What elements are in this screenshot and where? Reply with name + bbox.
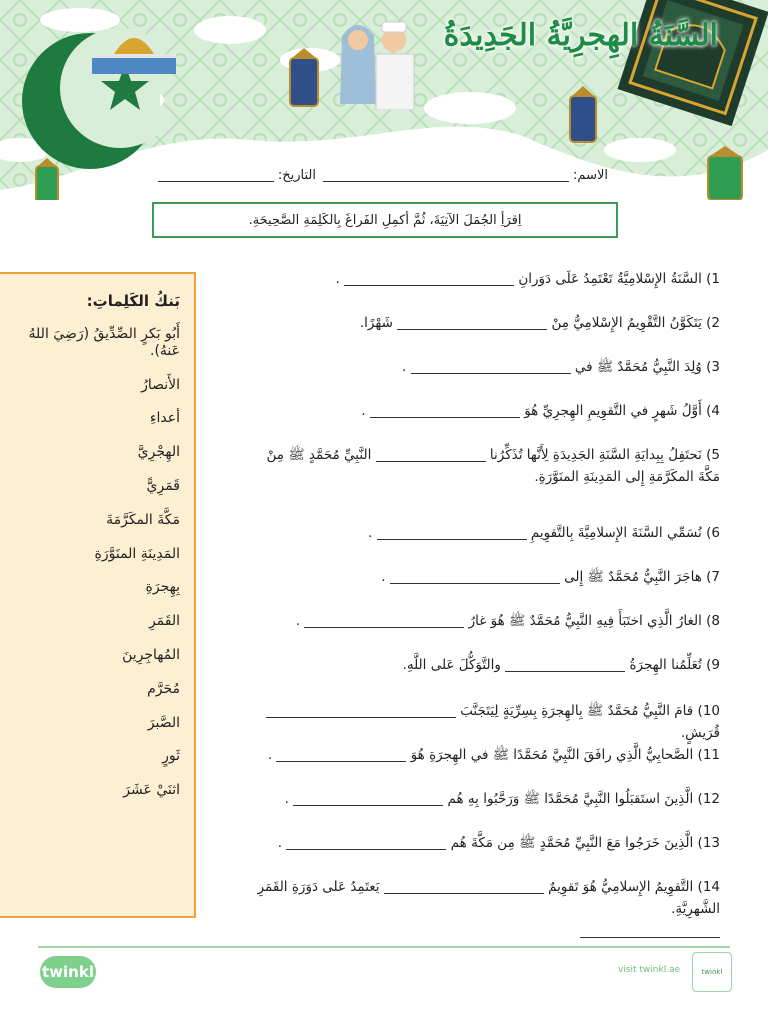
question-item (230, 832, 720, 854)
answer-blank[interactable] (304, 615, 464, 628)
word-bank-item: المُهاجِرِينَ (122, 646, 180, 663)
question-text: تُعَلِّمُنا الهِجرَةُ (629, 657, 702, 673)
question-text: . (335, 271, 340, 287)
word-bank-item: الأَنصارُ (141, 376, 180, 393)
question-text: . (277, 835, 283, 851)
question-text: قُرَيشٍ. (680, 725, 720, 741)
word-bank-item: مُحَرَّم (147, 680, 180, 697)
lantern-icon (32, 158, 62, 200)
question-text: قامَ النَّبِيُّ مُحَمَّدٌ ﷺ بِالهِجرَةِ بِسِرِّيَةٍ لِيَتَجَنَّبَ (460, 703, 694, 719)
question-item (230, 522, 720, 544)
name-blank[interactable] (323, 169, 569, 182)
word-bank-item: مَكَّةَ المكَرَّمَةَ (106, 511, 180, 528)
question-item (230, 700, 720, 744)
question-text: الَّذِينَ استَقبَلُوا النَّبِيَّ مُحَمَّدًا ﷺ وَرَحَّبُوا بِهِ هُم (447, 791, 694, 807)
question-item (230, 356, 720, 378)
question-item (230, 312, 720, 334)
question-text: يَعتَمِدُ عَلى دَوَرَةِ القَمَرِ الشَّهرِيَّةِ. (257, 879, 720, 917)
question-number: 2) (706, 315, 720, 331)
question-text: . (368, 525, 373, 541)
children-illustration (332, 14, 424, 110)
date-blank[interactable] (158, 169, 274, 182)
word-bank-item: أعداءِ (149, 410, 180, 427)
question-item (230, 400, 720, 422)
question-text: نَحتَفِلُ بِبِدايَةِ السَّنَةِ الجَدِيدَةِ لِأَنَّها تُذَكِّرُنا (489, 447, 702, 463)
question-item (230, 920, 720, 942)
answer-blank[interactable] (397, 317, 547, 330)
question-text: . (401, 359, 407, 375)
answer-blank[interactable] (390, 571, 560, 584)
answer-blank[interactable] (286, 837, 446, 850)
word-bank-item: ثَورٍ (162, 748, 180, 765)
question-number: 4) (706, 403, 720, 419)
answer-blank[interactable] (411, 361, 571, 374)
question-item (230, 876, 720, 920)
question-number: 12) (697, 791, 720, 807)
question-text: النَّبِيِّ مُحَمَّدٍ ﷺ مِنْ (266, 447, 372, 463)
instruction-text: اِقرَأِ الجُمَلَ الآتِيَةَ، ثُمَّ أكمِلِ الفَراغَ بِالكَلِمَةِ الصَّحِيحَةِ. (248, 212, 522, 228)
twinkl-logo[interactable]: twinkl (40, 956, 96, 988)
word-bank-title: بَنكُ الكَلِماتِ: (86, 292, 180, 310)
question-text: وُلِدَ النَّبِيُّ مُحَمَّدٌ ﷺ في (574, 359, 702, 375)
answer-blank[interactable] (370, 405, 520, 418)
question-text: السَّنَةُ الإِسْلامِيَّةُ تَعْتَمِدُ عَلَى دَوَرانِ (518, 271, 702, 287)
question-text: هاجَرَ النَّبِيُّ مُحَمَّدٌ ﷺ إِلى (564, 569, 702, 585)
word-bank (0, 272, 196, 918)
question-number: 9) (706, 657, 720, 673)
date-field (158, 168, 316, 183)
question-text: . (295, 613, 301, 629)
question-text: . (267, 747, 273, 763)
mosque-dome-icon (88, 26, 180, 76)
word-bank-item: القَمَرِ (148, 613, 180, 630)
answer-blank[interactable] (276, 749, 406, 762)
twinkl-badge: twinkl (692, 952, 732, 992)
question-text: . (361, 403, 366, 419)
question-number: 7) (706, 569, 720, 585)
answer-blank[interactable] (580, 925, 720, 938)
footer-divider (38, 946, 730, 948)
question-number: 14) (697, 879, 720, 895)
question-item (230, 566, 720, 588)
answer-blank[interactable] (376, 449, 486, 462)
question-text: التَّقوِيمُ الإِسلامِيُّ هُوَ تَقوِيمٌ (548, 879, 694, 895)
question-text: نُسَمِّي السَّنَةَ الإِسلامِيَّةَ بِالتَّقوِيمِ (530, 525, 702, 541)
question-number: 5) (706, 447, 720, 463)
word-bank-item: الصَّبرَ (147, 714, 180, 731)
question-item (230, 744, 720, 766)
lantern-icon (286, 48, 322, 118)
question-number: 3) (706, 359, 720, 375)
date-label: التاريخ: (277, 168, 316, 183)
question-text: الغارُ الَّذِي اختَبَأَ فِيهِ النَّبِيُّ مُحَمَّدٌ ﷺ هُوَ غارُ (468, 613, 702, 629)
answer-blank[interactable] (266, 705, 456, 718)
word-bank-item: المَدِينَةِ المنَوَّرَةِ (94, 545, 180, 562)
question-number: 1) (706, 271, 720, 287)
page-title: السَّنَةُ الهِجرِيَّةُ الجَدِيدَةُ (443, 18, 718, 53)
question-number: 8) (706, 613, 720, 629)
lantern-icon (704, 146, 746, 200)
answer-blank[interactable] (505, 659, 625, 672)
answer-blank[interactable] (293, 793, 443, 806)
question-text: يَتَكَوَّنُ التَّقْوِيمُ الإِسْلامِيُّ مِنْ (551, 315, 702, 331)
lantern-icon (566, 86, 600, 154)
word-bank-item: الهِجْرِيَّ (137, 444, 180, 461)
answer-blank[interactable] (377, 527, 527, 540)
question-item (230, 444, 720, 488)
question-text: . (381, 569, 386, 585)
word-bank-item: اثنَيْ عَشَرَ (123, 782, 180, 799)
question-number: 10) (697, 703, 720, 719)
question-item (230, 654, 720, 676)
question-text: . (284, 791, 289, 807)
word-bank-item: قَمَرِيًّ (146, 477, 180, 494)
question-item (230, 610, 720, 632)
word-bank-item: أَبُو بَكرٍ الصِّدِّيقُ (رَضِيَ اللهُ عَنهُ). (28, 326, 180, 359)
answer-blank[interactable] (344, 273, 514, 286)
question-text: شَهْرًا. (359, 315, 393, 331)
question-text: والتَّوَكُّلَ عَلى اللَّهِ. (402, 657, 501, 673)
question-text: أَوَّلُ شَهرٍ في التَّقوِيمِ الهِجرِيِّ هُوَ (524, 403, 702, 419)
question-item (230, 268, 720, 290)
question-text: الصَّحابِيُّ الَّذِي رافَقَ النَّبِيَّ مُحَمَّدًا ﷺ في الهِجرَةِ هُوَ (410, 747, 694, 763)
footer-link[interactable]: visit twinkl.ae (618, 965, 681, 975)
answer-blank[interactable] (384, 881, 544, 894)
name-field (323, 168, 608, 183)
question-number: 13) (697, 835, 720, 851)
question-text: مَكَّةَ المكَرَّمَةِ إِلى المَدِينَةِ المنَوَّرَةِ. (534, 469, 720, 485)
question-number: 6) (706, 525, 720, 541)
name-label: الاسم: (573, 168, 608, 183)
word-bank-item: بِهِجرَةِ (145, 579, 180, 596)
question-text: الَّذِينَ خَرَجُوا مَعَ النَّبِيِّ مُحَمَّدٍ ﷺ مِن مَكَّةَ هُم (450, 835, 694, 851)
question-number: 11) (697, 747, 720, 763)
instruction-box (152, 202, 618, 238)
question-item (230, 788, 720, 810)
